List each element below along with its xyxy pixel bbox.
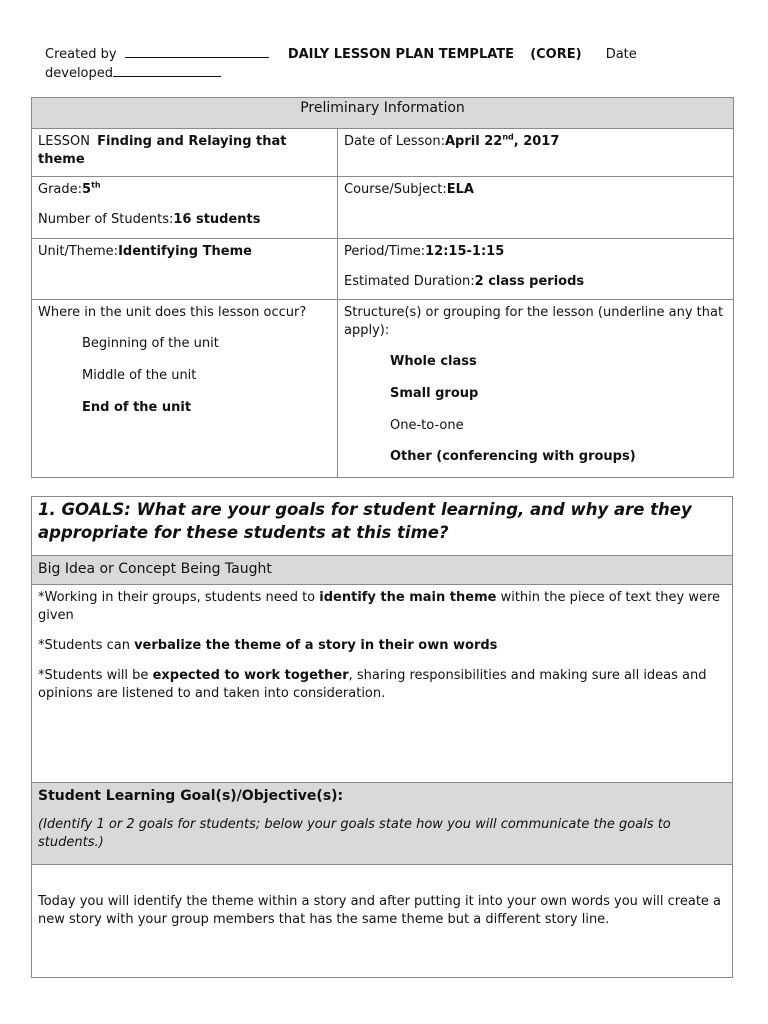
p1-text: *Working in their groups, students need to	[38, 590, 320, 605]
created-by-label: Created by	[45, 47, 117, 62]
date-of-lesson-label: Date of Lesson:	[344, 134, 445, 149]
objectives-label: Student Learning Goal(s)/Objective(s):	[38, 788, 344, 804]
big-idea-content-cell	[32, 585, 733, 783]
grade-number: 5	[82, 182, 92, 197]
date-suffix: nd	[502, 132, 514, 142]
structure-cell	[338, 300, 734, 478]
date-main: April 22	[445, 134, 503, 149]
objectives-text: Today you will identify the theme within a story and after putting it into your own words you will create a new story with your group members that has the same theme but a different story line.	[38, 894, 722, 927]
structure-other: Other (conferencing with groups)	[390, 449, 636, 464]
grade-line	[38, 181, 331, 199]
created-by-blank	[125, 45, 269, 58]
students-value: 16 students	[173, 212, 261, 227]
big-idea-label-cell	[32, 556, 733, 585]
date-year: , 2017	[513, 134, 560, 149]
big-idea-point-2	[38, 637, 726, 655]
unit-position-cell	[32, 300, 338, 478]
lesson-value: Finding and Relaying that theme	[38, 134, 287, 167]
course-value: ELA	[446, 182, 474, 197]
unit-position-end: End of the unit	[82, 400, 192, 415]
students-label: Number of Students:	[38, 212, 174, 227]
unit-cell	[32, 239, 338, 300]
period-label: Period/Time:	[344, 244, 426, 259]
lesson-cell	[32, 129, 338, 177]
unit-position-beginning: Beginning of the unit	[82, 336, 219, 351]
goals-table	[31, 496, 733, 978]
big-idea-label: Big Idea or Concept Being Taught	[38, 561, 272, 577]
goals-heading-cell	[32, 497, 733, 556]
p1-text-end: within the piece of text they were given	[38, 590, 721, 623]
p3-text: *Students will be	[38, 668, 153, 683]
p3-emphasis: expected to work together	[152, 668, 349, 683]
duration-line	[344, 273, 727, 291]
lesson-label: LESSON	[38, 134, 90, 149]
course-cell	[338, 177, 734, 239]
objectives-instruction: (Identify 1 or 2 goals for students; below your goals state how you will communicate the goals to students.)	[38, 817, 671, 850]
period-value: 12:15-1:15	[425, 244, 505, 259]
preliminary-info-table	[31, 97, 734, 478]
unit-position-middle: Middle of the unit	[82, 368, 197, 383]
preliminary-heading: Preliminary Information	[300, 100, 465, 116]
p2-emphasis: verbalize the theme of a story in their own words	[134, 638, 498, 653]
duration-value: 2 class periods	[474, 274, 585, 289]
date-of-lesson-cell	[338, 129, 734, 177]
unit-position-question: Where in the unit does this lesson occur?	[38, 305, 307, 320]
p3-text-end: , sharing responsibilities and making sure all ideas and opinions are listened to and taken into consideration.	[38, 668, 707, 701]
unit-value: Identifying Theme	[118, 244, 252, 259]
date-label: Date	[605, 47, 637, 62]
duration-label: Estimated Duration:	[344, 274, 475, 289]
big-idea-point-3	[38, 667, 726, 703]
core-label: (CORE)	[530, 47, 582, 62]
structure-one-to-one: One-to-one	[390, 418, 464, 433]
objectives-content-cell	[32, 865, 733, 978]
p1-emphasis: identify the main theme	[319, 590, 497, 605]
big-idea-point-1	[38, 589, 726, 625]
structure-small-group: Small group	[390, 386, 479, 401]
grade-value	[82, 182, 101, 197]
students-line	[38, 211, 331, 229]
preliminary-heading-cell	[32, 98, 734, 129]
period-cell	[338, 239, 734, 300]
objectives-header-cell	[32, 783, 733, 865]
document-header	[45, 45, 735, 83]
period-line	[344, 243, 727, 261]
date-developed-blank	[113, 64, 221, 77]
goals-heading: 1. GOALS: What are your goals for student learning, and why are they appropriate for these students at this time?	[38, 500, 692, 542]
grade-cell	[32, 177, 338, 239]
course-label: Course/Subject:	[344, 182, 447, 197]
developed-label: developed	[45, 66, 114, 81]
grade-label: Grade:	[38, 182, 83, 197]
unit-label: Unit/Theme:	[38, 244, 119, 259]
p2-text: *Students can	[38, 638, 135, 653]
grade-suffix: th	[91, 180, 101, 190]
date-of-lesson-value	[445, 134, 559, 149]
document-title: DAILY LESSON PLAN TEMPLATE	[287, 47, 515, 62]
structure-question: Structure(s) or grouping for the lesson (underline any that apply):	[344, 305, 724, 338]
structure-whole-class: Whole class	[390, 354, 477, 369]
